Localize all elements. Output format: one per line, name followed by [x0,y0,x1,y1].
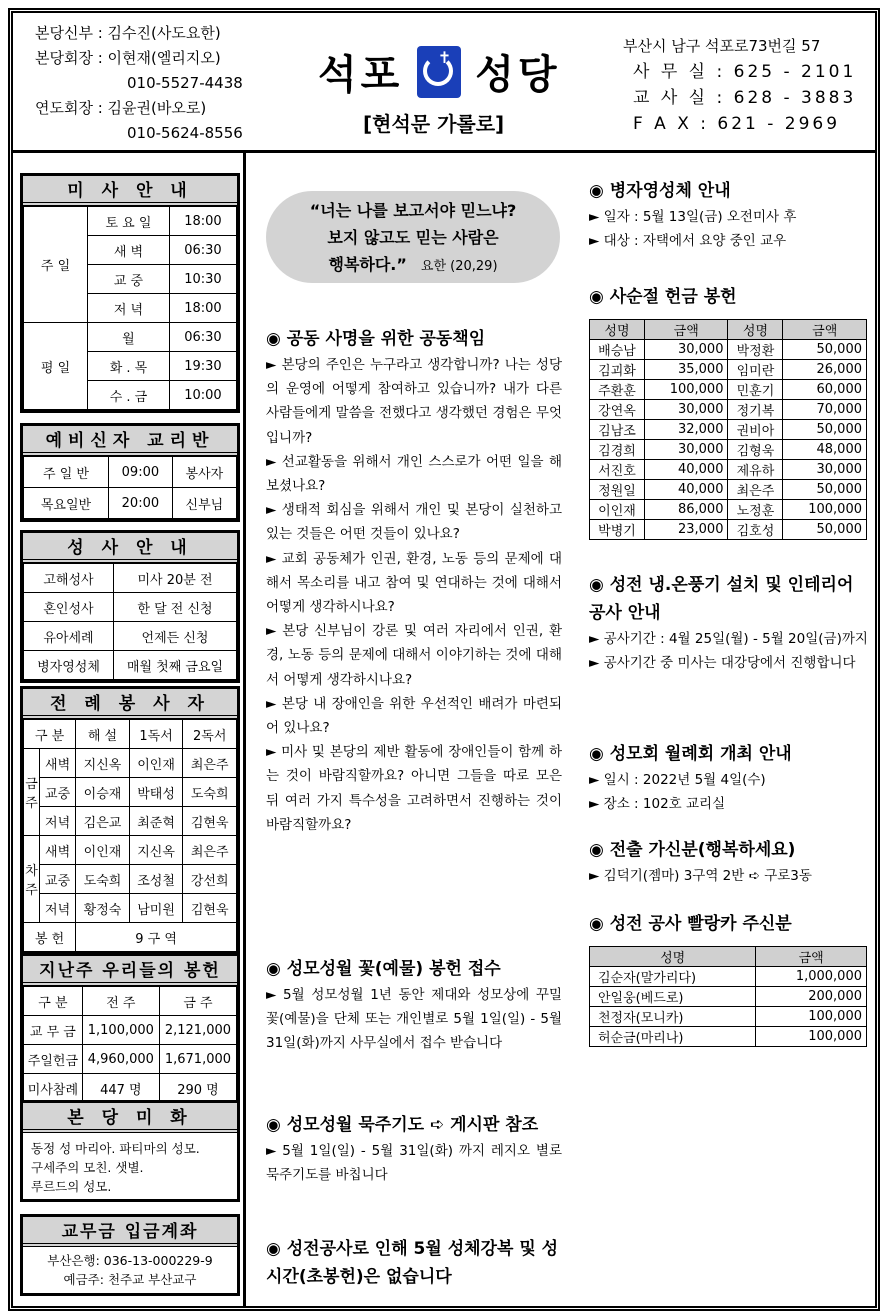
liturgy-ministers [20,686,240,955]
section-flower-offering: ◉ 성모성월 꽃(예물) 봉헌 접수 ► 5월 성모성월 1년 동안 제대와 성모상에 꾸밀 꽃(예물)을 단체 또는 개인별로 5월 1일(일) - 5월 31일(화)까지 사무실에서 접수 받습니다 [266,959,562,1052]
section-rosary: ◉ 성모성월 묵주기도 ➪ 게시판 참조 ► 5월 1일(일) - 5월 31일(화) 까지 레지오 별로 묵주기도를 바칩니다 [266,1115,562,1184]
patron-text: 동정 성 마리아. 파티마의 성모. 구세주의 모친. 샛별. 루르드의 성모. [31,1141,200,1194]
church-name [318,43,561,100]
title-right: 성당 [475,52,561,98]
section-no-benediction: ◉ 성전공사로 인해 5월 성체강복 및 성시간(초봉헌)은 없습니다 [266,1239,559,1287]
church-logo-icon: ✝ [417,46,461,98]
mass-title: 미 사 안 내 [23,176,237,206]
teacher-phone: 교 사 실 : 628 - 3883 [633,88,857,108]
section-lent-offering: ◉ 사순절 헌금 봉헌 성명 금액 성명 금액 배승남 30,000 박정환 50,000 김괴화 35,000 임미란 26,000 주환훈 100,000 민훈기 60,000 강연옥 30,000 정기복 70,000 김남조 32,000 권비아 50,000 김경희 30,000 김형욱 48,000 서진호 40,000 제유하 30,000 정원일 40,000 최은주 50,000 이인재 86,000 노정훈 100,000 박병기 23,000 김호성 50,000 [589,283,869,540]
liturgy-title: 전 례 봉 사 자 [23,689,237,719]
sacraments-table: 고해성사 미사 20분 전 혼인성사 한 달 전 신청 유아세례 언제든 신청 병자영성체 매월 첫째 금요일 [23,563,237,680]
weekly-offering [20,953,240,1106]
section-shared-mission: ◉ 공동 사명을 위한 공동책임 ► 본당의 주인은 누구라고 생각합니까? 나는 성당의 운영에 어떻게 참여하고 있습니까? 내가 다른 사람들에게 말씀을 전했다고 생각했던 경험은 무엇입니까? ► 선교활동을 위해서 개인 스스로가 어떤 일을 해보셨나요? ► 생태적 회심을 위해서 개인 및 본당이 실천하고 있는 것들은 어떤 것들이 있나요? ► 교회 공동체가 인권, 환경, 노동 등의 문제에 대해서 목소리를 내고 참여 및 연대하는 것에 대해서 어떻게 생각하시나요? ► 본당 신부님이 강론 및 여러 자리에서 인권, 환경, 노동 등의 문제에 대해서 이야기하는 것에 대해서 어떻게 생각하시나요? ► 본당 내 장애인을 위한 우선적인 배려가 마련되어 있나요? ► 미사 및 본당의 제반 활동에 장애인들이 함께 하는 것이 바람직할까요? 아니면 그들을 따로 모은 뒤 여러 가지 특수성을 고려하면서 진행하는 것이 바람직할까요? [266,329,562,833]
account-title: 교무금 입금계좌 [23,1217,237,1247]
title-left: 석포 [318,52,404,98]
header [13,13,875,153]
sacraments-info [20,530,240,683]
section-donors: ◉ 성전 공사 빨랑카 주신분 성명 금액 김순자(말가리다) 1,000,000 안일웅(베드로) 200,000 천정자(모니카) 100,000 허순금(마리나) 100,000 [589,910,869,1047]
president-phone: 010-5527-4438 [127,74,243,92]
donors-table: 성명 금액 김순자(말가리다) 1,000,000 안일웅(베드로) 200,000 천정자(모니카) 100,000 허순금(마리나) 100,000 [589,946,867,1047]
lent-offering-table: 성명 금액 성명 금액 배승남 30,000 박정환 50,000 김괴화 35,000 임미란 26,000 주환훈 100,000 민훈기 60,000 강연옥 30,000 정기복 70,000 김남조 32,000 권비아 50,000 김경희 30,000 김형욱 48,000 서진호 40,000 제유하 30,000 정원일 40,000 최은주 50,000 이인재 86,000 노정훈 100,000 박병기 23,000 김호성 50,000 [589,319,867,540]
sacraments-title: 성 사 안 내 [23,533,237,563]
liturgy-table: 구 분 해 설 1독서 2독서 금주 새벽 지신옥 이인재 최은주 교중 이승재 박태성 도숙희 저녁 김은교 최준혁 김현욱 차주 새벽 이인재 지신옥 최은주 교중 도숙희 조성철 강선희 저녁 황정숙 남미원 김현욱 봉 헌 9 구 역 [23,719,237,952]
offering-title: 지난주 우리들의 봉헌 [23,956,237,986]
parish-president: 본당회장 : 이현재(엘리지오) [35,49,221,67]
bulletin-page [8,8,880,1311]
offering-table: 구 분 전 주 금 주 교 무 금 1,100,000 2,121,000 주일헌금 4,960,000 1,671,000 미사참례 447 명 290 명 [23,986,237,1103]
patron-box [20,1100,240,1202]
staff-info [35,21,243,146]
section-transfer: ◉ 전출 가신분(행복하세요) ► 김덕기(젬마) 3구역 2반 ➪ 구로3동 [589,840,812,884]
pastor: 본당신부 : 김수진(사도요한) [35,24,221,42]
catechumen-class [20,423,240,522]
right-column [579,153,875,1306]
catechumen-title: 예비신자 교리반 [23,426,237,456]
prayer-president-phone: 010-5624-8556 [127,124,243,142]
main-column [249,153,575,1306]
fax: F A X : 621 - 2969 [633,114,841,134]
catechumen-table: 주 일 반 09:00 봉사자 목요일반 20:00 신부님 [23,456,237,519]
section-sick-communion: ◉ 병자영성체 안내 ► 일자 : 5월 13일(금) 오전미사 후 ► 대상 : 자택에서 요양 중인 교우 [589,181,797,250]
section-renovation: ◉ 성전 냉.온풍기 설치 및 인테리어 공사 안내 ► 공사기간 : 4월 25일(월) - 5월 20일(금)까지 ► 공사기간 중 미사는 대강당에서 진행합니다 [589,575,868,672]
section-mothers-meeting: ◉ 성모회 월례회 개최 안내 ► 일시 : 2022년 5월 4일(수) ► 장소 : 102호 교리실 [589,744,792,813]
sidebar [13,153,246,1306]
address: 부산시 남구 석포로73번길 57 [623,37,821,55]
scripture-quote: “너는 나를 보고서야 믿느냐? 보지 않고도 믿는 사람은 행복하다.” 요한 (20,29) [266,191,560,283]
office-phone: 사 무 실 : 625 - 2101 [633,62,857,82]
mass-schedule [20,173,240,413]
patron-saint: [현석문 가롤로] [363,112,505,136]
patron-title: 본 당 미 화 [23,1103,237,1133]
account-text: 부산은행: 036-13-000229-9 예금주: 천주교 부산교구 [47,1253,213,1287]
mass-table: 주 일 토 요 일 18:00 새 벽 06:30 교 중 10:30 저 녁 18:00 평 일 월 06:30 화 . 목 19:30 수 . 금 10:00 [23,206,237,410]
contact-info [623,33,856,137]
prayer-president: 연도회장 : 김윤권(바오로) [35,99,207,117]
account-box [20,1214,240,1296]
